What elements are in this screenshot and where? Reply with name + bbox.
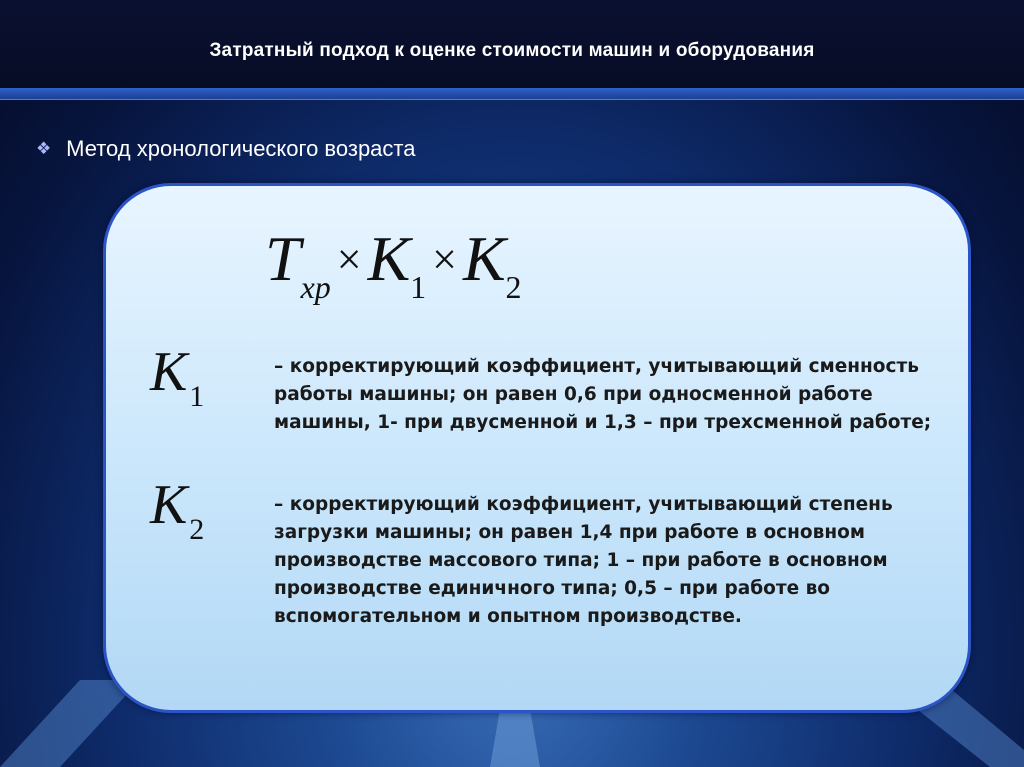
bullet-text: Метод хронологического возраста bbox=[66, 136, 416, 161]
formula bbox=[265, 222, 522, 305]
formula-panel bbox=[103, 183, 971, 713]
formula-k1: К bbox=[367, 223, 411, 294]
slide-title: Затратный подход к оценке стоимости машин и оборудования bbox=[209, 40, 815, 61]
k2-description: – корректирующий коэффициент, учитывающий степень загрузки машины; он равен 1,4 при работе в основном производстве массового типа; 1 – при работе в основном производстве единичного типа; 0,5 – при работе во вспомогательном и опытном производстве. bbox=[274, 494, 893, 627]
formula-t-subscript: хр bbox=[300, 269, 331, 305]
formula-k2: К bbox=[462, 223, 506, 294]
times-operator: × bbox=[432, 235, 457, 284]
k1-description: – корректирующий коэффициент, учитывающий сменность работы машины; он равен 0,6 при односменной работе машины, 1- при двусменной и 1,3 – при трехсменной работе; bbox=[274, 356, 932, 433]
header-divider bbox=[0, 88, 1024, 100]
formula-k1-subscript: 1 bbox=[410, 269, 427, 305]
times-operator: × bbox=[336, 235, 362, 284]
formula-k2-subscript: 2 bbox=[505, 269, 522, 305]
k2-symbol: К2 bbox=[150, 474, 205, 546]
k1-symbol: К1 bbox=[150, 341, 205, 413]
bullet-item bbox=[36, 136, 415, 162]
diamond-bullet-icon: ❖ bbox=[36, 139, 52, 158]
formula-t: Т bbox=[265, 223, 301, 294]
